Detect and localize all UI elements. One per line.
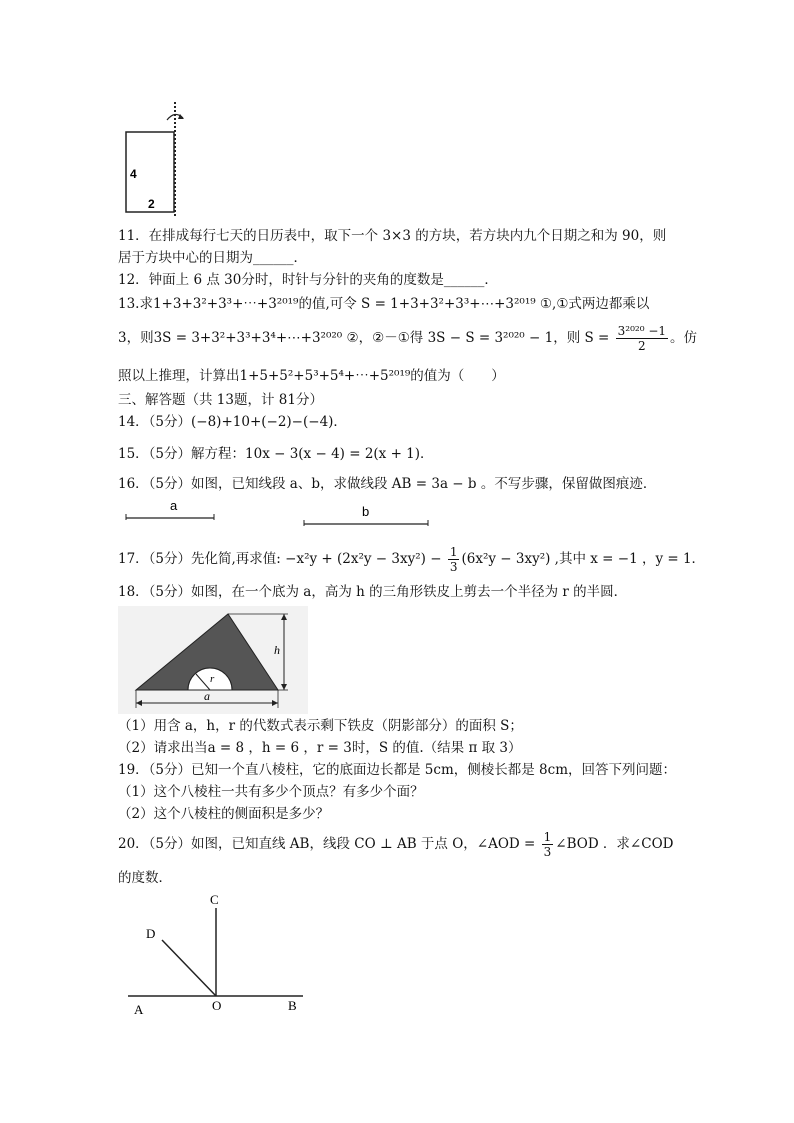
- question-13-line2: [118, 322, 697, 354]
- ray-od: [162, 940, 216, 996]
- fraction-s: [616, 324, 668, 353]
- question-19-part1: （1）这个八棱柱一共有多少个顶点？有多少个面？: [118, 784, 424, 800]
- question-19: 19．（5分）已知一个直八棱柱，它的底面边长都是 5cm，侧棱长都是 8cm，回答下列问题：: [118, 762, 677, 778]
- section-3-title: 三、解答题（共 13题，计 81分）: [118, 392, 323, 408]
- question-18: 18．（5分）如图，在一个底为 a，高为 h 的三角形铁皮上剪去一个半径为 r 的半圆．: [118, 584, 628, 600]
- question-11-line2: 居于方块中心的日期为______．: [118, 250, 307, 266]
- point-o-label: O: [212, 998, 222, 1013]
- point-a-label: A: [134, 1002, 144, 1017]
- rect-label-4: 4: [130, 167, 137, 181]
- question-12: 12．钟面上 6 点 30分时，时针与分针的夹角的度数是______．: [118, 272, 498, 288]
- point-b-label: B: [288, 998, 297, 1013]
- fraction-numerator: 1: [543, 830, 552, 844]
- triangle-semicircle-figure: [118, 606, 308, 714]
- segments-figure: [118, 494, 438, 530]
- question-15: 15．（5分）解方程：10x − 3(x − 4) = 2(x + 1)．: [118, 446, 434, 462]
- question-20-line2: 的度数．: [118, 870, 172, 886]
- question-16: 16．（5分）如图，已知线段 a、b，求做线段 AB = 3a − b 。不写步骤，保留做图痕迹．: [118, 476, 657, 492]
- question-13-line2-end: 。仿: [670, 330, 698, 346]
- segment-b-label: b: [362, 504, 370, 519]
- angle-figure: [118, 890, 318, 1020]
- question-20: [118, 826, 673, 862]
- question-19-part2: （2）这个八棱柱的侧面积是多少？: [118, 806, 330, 822]
- question-18-part2: （2）请求出当a = 8 ，h = 6 ，r = 3时，S 的值.（结果 π 取 3）: [118, 740, 522, 756]
- question-13-line2-text: 3，则3S = 3+3²+3³+3⁴+⋯+3²⁰²⁰ ②，②－①得 3S − S = 3²⁰²⁰ − 1，则 S =: [118, 330, 610, 346]
- segment-a-label: a: [170, 498, 178, 513]
- point-c-label: C: [210, 892, 219, 907]
- radius-label: r: [210, 673, 215, 685]
- height-label: h: [274, 643, 280, 657]
- question-13-line1: 13.求1+3+3²+3³+⋯+3²⁰¹⁹的值,可令 S = 1+3+3²+3³+⋯+3²⁰¹⁹ ①,①式两边都乘以: [118, 296, 650, 312]
- fraction-s-denominator: 2: [638, 339, 646, 353]
- base-label: a: [204, 689, 210, 703]
- question-13-line3: 照以上推理，计算出1+5+5²+5³+5⁴+⋯+5²⁰¹⁹的值为（ ）: [118, 368, 505, 384]
- question-17: [118, 542, 705, 576]
- fraction-denominator: 3: [449, 560, 458, 574]
- fraction-numerator: 1: [449, 545, 458, 559]
- question-20-text: 20．（5分）如图，已知直线 AB，线段 CO ⊥ AB 于点 O，∠AOD =: [118, 836, 536, 852]
- rect-label-2: 2: [148, 197, 155, 211]
- point-d-label: D: [146, 926, 156, 941]
- fraction-s-numerator: 3²⁰²⁰ −1: [617, 324, 667, 338]
- question-17-text: 17．（5分）先化简,再求值: −x²y + (2x²y − 3xy²) −: [118, 551, 442, 567]
- question-20-text-end: ∠BOD ．求∠COD: [555, 836, 674, 852]
- fraction-one-third: [448, 545, 460, 574]
- question-18-part1: （1）用含 a，h，r 的代数式表示剩下铁皮（阴影部分）的面积 S；: [118, 718, 523, 734]
- fraction-one-third-angle: [542, 830, 554, 859]
- question-17-text-end: (6x²y − 3xy²) ,其中 x = −1 ，y = 1．: [461, 551, 706, 567]
- rotation-rectangle-figure: [118, 98, 198, 220]
- fraction-denominator: 3: [543, 845, 552, 859]
- question-11-line1: 11．在排成每行七天的日历表中，取下一个 3×3 的方块，若方块内九个日期之和为 90，则: [118, 228, 667, 244]
- question-14: 14．（5分）(−8)+10+(−2)−(−4)．: [118, 414, 347, 430]
